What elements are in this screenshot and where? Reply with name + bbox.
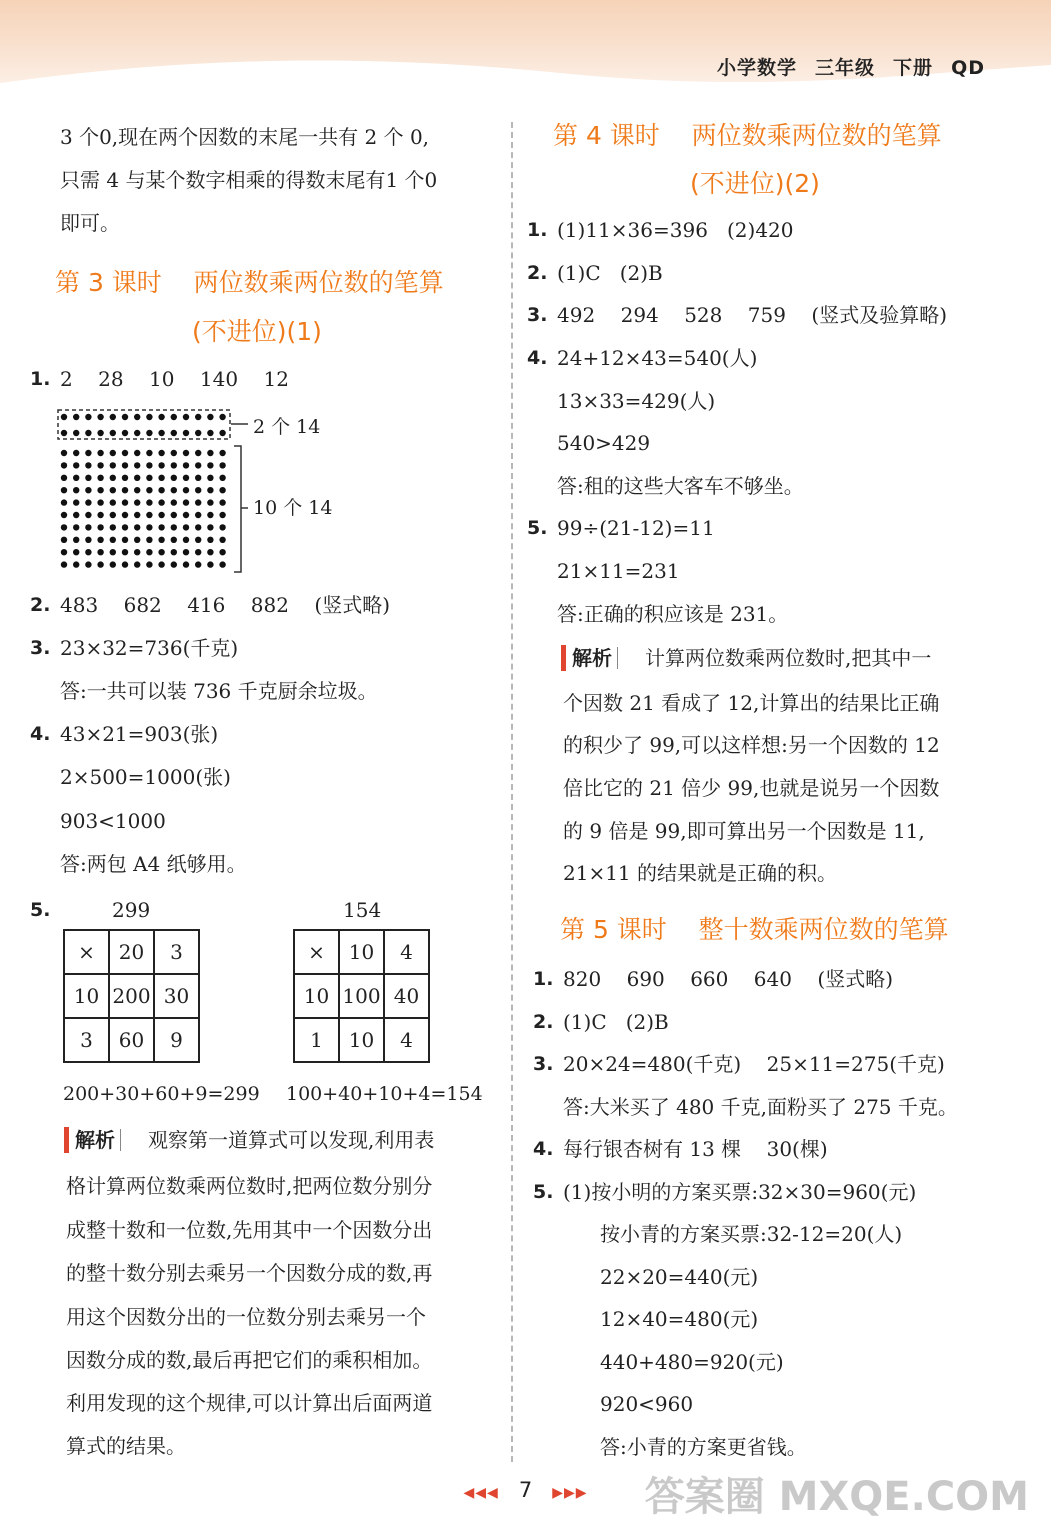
l5-q2-answer: (1)C (2)B (563, 1010, 669, 1034)
q1-number: 1. (30, 368, 51, 390)
dot (171, 561, 177, 567)
r-analysis-line: 21×11 的结果就是正确的积。 (563, 861, 838, 885)
l5-q5-line: (1)按小明的方案买票:32×30=960(元) (563, 1180, 917, 1204)
l5-q3-number: 3. (533, 1053, 554, 1075)
dot (97, 430, 103, 436)
dot (158, 549, 164, 555)
analysis-line: 用这个因数分出的一位数分别去乘另一个 (66, 1305, 426, 1329)
dot (134, 524, 140, 530)
dot (110, 537, 116, 543)
dot (195, 450, 201, 456)
dot (85, 561, 91, 567)
dot (122, 524, 128, 530)
dot (207, 462, 213, 468)
l5-q5-line: 按小青的方案买票:32-12=20(人) (600, 1222, 903, 1246)
dot (134, 475, 140, 481)
dot (73, 524, 79, 530)
table-cell: 200 (109, 974, 154, 1018)
dot (61, 524, 67, 530)
l5-q5-line: 12×40=480(元) (600, 1307, 759, 1331)
dot (73, 430, 79, 436)
dot (73, 549, 79, 555)
dot-grid (61, 414, 226, 568)
dot (85, 499, 91, 505)
dot (171, 475, 177, 481)
dots-label-bottom: 10 个 14 (253, 497, 333, 519)
dot (134, 487, 140, 493)
dot (97, 499, 103, 505)
q4-line: 2×500=1000(张) (60, 765, 231, 789)
r-analysis-line: 计算两位数乘两位数时,把其中一 (645, 646, 932, 670)
dot (183, 414, 189, 420)
r-q2-number: 2. (527, 262, 548, 284)
dot (61, 450, 67, 456)
dot (110, 450, 116, 456)
dot (171, 430, 177, 436)
r-q3-number: 3. (527, 304, 548, 326)
dot (171, 450, 177, 456)
dot (171, 462, 177, 468)
dot (73, 537, 79, 543)
l5-q2-number: 2. (533, 1011, 554, 1033)
dot (207, 414, 213, 420)
dot (158, 499, 164, 505)
prev-arrows-icon: ◀◀◀ (463, 1485, 499, 1501)
dot (97, 524, 103, 530)
dot (183, 561, 189, 567)
l5-q3-equation: 20×24=480(千克) 25×11=275(千克) (563, 1052, 945, 1076)
table-cell: 100 (339, 974, 384, 1018)
dot (61, 475, 67, 481)
dot (85, 475, 91, 481)
dot (219, 499, 225, 505)
dot (110, 462, 116, 468)
dot (97, 450, 103, 456)
dots-label-top: 2 个 14 (253, 416, 321, 438)
table-cell: 20 (109, 930, 154, 974)
dot (73, 561, 79, 567)
dot (85, 537, 91, 543)
dot (146, 450, 152, 456)
dot (61, 537, 67, 543)
q1-answer: 2 28 10 140 12 (60, 367, 289, 391)
dot (207, 561, 213, 567)
dot (171, 487, 177, 493)
dot (183, 524, 189, 530)
dot (146, 549, 152, 555)
dot (73, 462, 79, 468)
dot (134, 499, 140, 505)
dot (110, 549, 116, 555)
dot (219, 430, 225, 436)
dot (183, 462, 189, 468)
dot (61, 487, 67, 493)
r-q4-line: 13×33=429(人) (557, 389, 716, 413)
dot (146, 487, 152, 493)
dot (146, 499, 152, 505)
r-analysis-line: 个因数 21 看成了 12,计算出的结果比正确 (563, 691, 940, 715)
dot (219, 414, 225, 420)
bottom-bracket (234, 446, 248, 572)
dot (85, 430, 91, 436)
dot (122, 512, 128, 518)
dot (171, 524, 177, 530)
dot (97, 512, 103, 518)
intro-line: 3 个0,现在两个因数的末尾一共有 2 个 0, (60, 125, 430, 149)
dot (97, 462, 103, 468)
table2-total: 154 (343, 898, 382, 922)
analysis-line: 成整十数和一位数,先用其中一个因数分出 (66, 1218, 433, 1242)
dot (158, 450, 164, 456)
dot (195, 487, 201, 493)
dot (122, 487, 128, 493)
q4-line: 43×21=903(张) (60, 722, 219, 746)
dot (183, 512, 189, 518)
dot (183, 499, 189, 505)
dot (146, 462, 152, 468)
header-subject: 小学数学 (717, 57, 798, 79)
dot (85, 512, 91, 518)
dot (85, 414, 91, 420)
q4-line: 答:两包 A4 纸够用。 (60, 852, 247, 876)
analysis-line: 的整十数分别去乘另一个因数分成的数,再 (66, 1261, 433, 1285)
table-cell: 10 (339, 930, 384, 974)
dot (219, 561, 225, 567)
dot (134, 430, 140, 436)
dot (219, 524, 225, 530)
intro-line: 即可。 (60, 211, 120, 235)
dot (183, 487, 189, 493)
l5-q5-line: 920<960 (600, 1392, 694, 1416)
dot (219, 475, 225, 481)
l5-q4-answer: 每行银杏树有 13 棵 30(棵) (563, 1137, 828, 1161)
dot (207, 549, 213, 555)
dot (97, 537, 103, 543)
dot (195, 462, 201, 468)
dot (146, 512, 152, 518)
dot (158, 475, 164, 481)
q3-number: 3. (30, 637, 51, 659)
column-divider (511, 122, 513, 1462)
table1-total: 299 (112, 898, 151, 922)
dot (195, 537, 201, 543)
q2-number: 2. (30, 594, 51, 616)
dot (134, 537, 140, 543)
intro-line: 只需 4 与某个数字相乘的得数末尾有1 个0 (60, 168, 438, 192)
dot (134, 450, 140, 456)
dot (207, 537, 213, 543)
dot (61, 430, 67, 436)
q5-equation-1: 200+30+60+9=299 (63, 1083, 260, 1105)
r-q4-number: 4. (527, 347, 548, 369)
dot (158, 430, 164, 436)
l5-q1-answer: 820 690 660 640 (竖式略) (563, 967, 894, 991)
dot (61, 462, 67, 468)
dot (122, 475, 128, 481)
dot (122, 462, 128, 468)
table-cell: 10 (294, 974, 339, 1018)
dot (195, 414, 201, 420)
r-q2-answer: (1)C (2)B (557, 261, 663, 285)
dot (195, 524, 201, 530)
l5-q5-line: 22×20=440(元) (600, 1265, 759, 1289)
header-info (699, 53, 985, 80)
dot (219, 462, 225, 468)
dot (134, 414, 140, 420)
lesson3-subtitle: (不进位)(1) (192, 317, 322, 346)
q4-line: 903<1000 (60, 809, 166, 833)
dot (61, 512, 67, 518)
r-q5-line: 99÷(21-12)=11 (557, 516, 715, 540)
dot (134, 549, 140, 555)
dot (219, 450, 225, 456)
dot (122, 414, 128, 420)
analysis-line: 利用发现的这个规律,可以计算出后面两道 (66, 1391, 433, 1415)
top-dashed-box (58, 410, 230, 439)
dot (183, 450, 189, 456)
l5-q4-number: 4. (533, 1138, 554, 1160)
dot (73, 450, 79, 456)
watermark: 答案圈 MXQE.COM (644, 1474, 1029, 1520)
lesson4-subtitle: (不进位)(2) (690, 169, 820, 198)
table-cell: 60 (109, 1018, 154, 1062)
r-q4-line: 24+12×43=540(人) (557, 346, 758, 370)
dot (73, 414, 79, 420)
table-cell: 4 (384, 930, 429, 974)
dot (97, 475, 103, 481)
table-cell: 10 (339, 1018, 384, 1062)
dot (122, 549, 128, 555)
dot (110, 499, 116, 505)
dot (219, 537, 225, 543)
r-q1-number: 1. (527, 219, 548, 241)
dot (61, 561, 67, 567)
dot (171, 499, 177, 505)
dot (183, 475, 189, 481)
dot (158, 462, 164, 468)
dot (73, 512, 79, 518)
r-q4-line: 540>429 (557, 431, 651, 455)
dot (110, 561, 116, 567)
dot (183, 430, 189, 436)
dot (195, 512, 201, 518)
dot (207, 475, 213, 481)
dot (110, 430, 116, 436)
dot (219, 487, 225, 493)
multiplication-table-1 (63, 929, 200, 1063)
dot (207, 524, 213, 530)
dot (73, 499, 79, 505)
dot (171, 537, 177, 543)
dot (158, 524, 164, 530)
dot (110, 524, 116, 530)
dot (195, 549, 201, 555)
dot (158, 512, 164, 518)
r-analysis-line: 倍比它的 21 倍少 99,也就是说另一个因数 (563, 776, 940, 800)
dot (97, 549, 103, 555)
dot (146, 537, 152, 543)
header-term: 下册 (893, 57, 934, 79)
table-cell: 40 (384, 974, 429, 1018)
q3-equation: 23×32=736(千克) (60, 636, 239, 660)
dot (122, 561, 128, 567)
dot (146, 414, 152, 420)
dot (183, 549, 189, 555)
l5-q1-number: 1. (533, 968, 554, 990)
table-cell: 1 (294, 1018, 339, 1062)
dot (158, 487, 164, 493)
r-analysis-line: 的 9 倍是 99,即可算出另一个因数是 11, (563, 819, 925, 843)
q5-equation-2: 100+40+10+4=154 (286, 1083, 483, 1105)
dot (207, 487, 213, 493)
dot (85, 450, 91, 456)
r-q1-answer: (1)11×36=396 (2)420 (557, 218, 794, 242)
dot (85, 549, 91, 555)
l5-q5-number: 5. (533, 1181, 554, 1203)
r-q3-answer: 492 294 528 759 (竖式及验算略) (557, 303, 948, 327)
dot (207, 430, 213, 436)
dot (171, 549, 177, 555)
table-cell: 10 (64, 974, 109, 1018)
r-analysis-tag: 解析 (561, 645, 612, 671)
dot (195, 430, 201, 436)
dot (61, 549, 67, 555)
dot (207, 450, 213, 456)
dot (219, 512, 225, 518)
dot (110, 414, 116, 420)
dot (171, 414, 177, 420)
dot (97, 561, 103, 567)
dot (110, 475, 116, 481)
dot (122, 499, 128, 505)
q2-answer: 483 682 416 882 (竖式略) (60, 593, 391, 617)
table-cell: 30 (154, 974, 199, 1018)
lesson5-title: 第 5 课时 整十数乘两位数的笔算 (560, 915, 949, 944)
l5-q5-line: 答:小青的方案更省钱。 (600, 1435, 807, 1459)
dot (61, 499, 67, 505)
dot (158, 537, 164, 543)
q4-number: 4. (30, 723, 51, 745)
dot (73, 487, 79, 493)
lesson4-title: 第 4 课时 两位数乘两位数的笔算 (553, 121, 942, 150)
dot (183, 537, 189, 543)
page-number: 7 (518, 1478, 533, 1502)
table-cell: 3 (154, 930, 199, 974)
dot (73, 475, 79, 481)
dot (122, 430, 128, 436)
table-cell: × (294, 930, 339, 974)
dot (97, 414, 103, 420)
r-analysis-line: 的积少了 99,可以这样想:另一个因数的 12 (563, 733, 940, 757)
dot (110, 512, 116, 518)
dot (61, 414, 67, 420)
lesson3-title: 第 3 课时 两位数乘两位数的笔算 (55, 268, 444, 297)
dot (122, 537, 128, 543)
r-q5-line: 21×11=231 (557, 559, 680, 583)
q3-answer: 答:一共可以装 736 千克厨余垃圾。 (60, 679, 378, 703)
dot (158, 414, 164, 420)
table-cell: 3 (64, 1018, 109, 1062)
analysis-tag: 解析 (64, 1127, 115, 1153)
analysis-line: 因数分成的数,最后再把它们的乘积相加。 (66, 1348, 433, 1372)
analysis-line: 格计算两位数乘两位数时,把两位数分别分 (66, 1174, 433, 1198)
l5-q3-answer: 答:大米买了 480 千克,面粉买了 275 千克。 (563, 1095, 958, 1119)
r-q4-line: 答:租的这些大客车不够坐。 (557, 474, 804, 498)
l5-q5-line: 440+480=920(元) (600, 1350, 784, 1374)
header-edition: QD (951, 57, 985, 79)
dot (85, 524, 91, 530)
next-arrows-icon: ▶▶▶ (552, 1485, 588, 1501)
r-q5-line: 答:正确的积应该是 231。 (557, 602, 789, 626)
dot (134, 462, 140, 468)
dot (171, 512, 177, 518)
dot (158, 561, 164, 567)
header-grade: 三年级 (815, 57, 876, 79)
dot (122, 450, 128, 456)
dot (85, 487, 91, 493)
dot (195, 499, 201, 505)
table-cell: × (64, 930, 109, 974)
dot (97, 487, 103, 493)
table-cell: 9 (154, 1018, 199, 1062)
q5-number: 5. (30, 899, 51, 921)
dot (195, 561, 201, 567)
analysis-line: 观察第一道算式可以发现,利用表 (148, 1128, 435, 1152)
dot-array-diagram (56, 408, 256, 578)
dot (207, 512, 213, 518)
dot (110, 487, 116, 493)
dot (146, 430, 152, 436)
table-cell: 4 (384, 1018, 429, 1062)
dot (146, 524, 152, 530)
dot (85, 462, 91, 468)
r-q5-number: 5. (527, 517, 548, 539)
dot (207, 499, 213, 505)
analysis-line: 算式的结果。 (66, 1434, 186, 1458)
dot (134, 512, 140, 518)
dot (195, 475, 201, 481)
dot (134, 561, 140, 567)
dot (219, 549, 225, 555)
dot (146, 561, 152, 567)
dot (146, 475, 152, 481)
multiplication-table-2 (293, 929, 430, 1063)
